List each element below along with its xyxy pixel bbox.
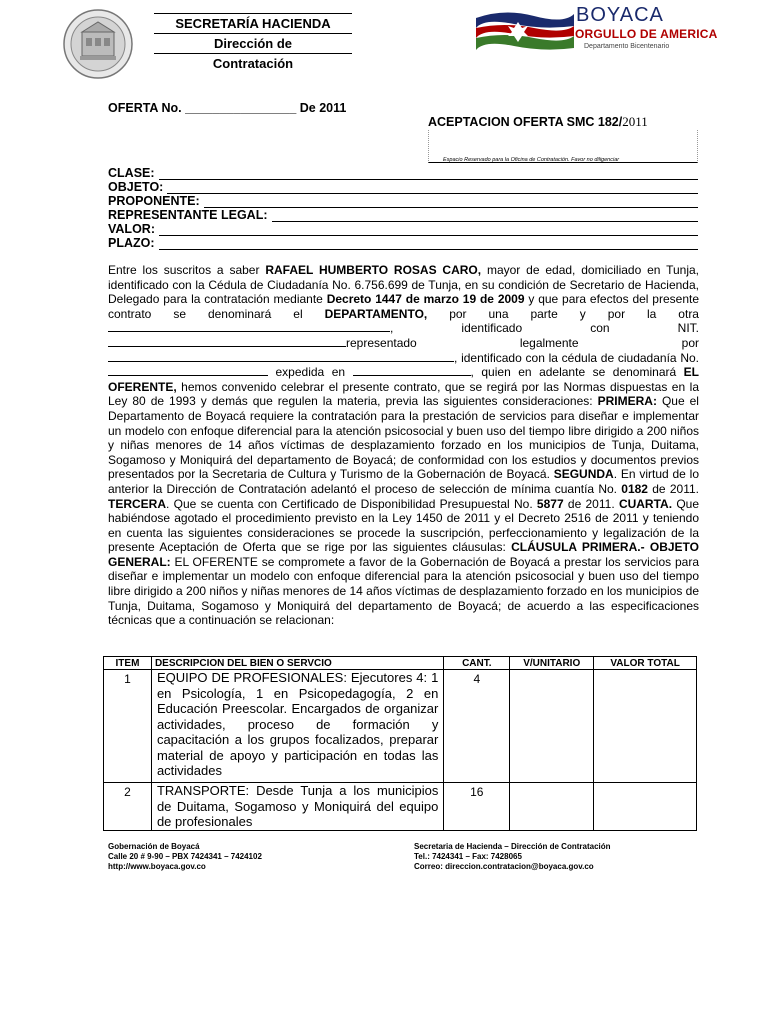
field-proponente: PROPONENTE:: [108, 194, 698, 208]
field-plazo: PLAZO:: [108, 236, 698, 250]
field-representante-line[interactable]: [272, 211, 699, 222]
col-item: ITEM: [104, 657, 152, 670]
field-valor-line[interactable]: [159, 225, 698, 236]
footer-phone: Tel.: 7424341 – Fax: 7428065: [414, 852, 522, 861]
field-clase-line[interactable]: [159, 169, 698, 180]
row-unit: [510, 670, 594, 783]
reserved-note: Espacio Reservado para la Oficina de Contratación. Favor no diligenciar: [443, 157, 620, 163]
contract-fields: [108, 166, 698, 250]
contract-body: Entre los suscritos a saber RAFAEL HUMBERTO ROSAS CARO, mayor de edad, domiciliado en Tunja, identificado con la Cédula de Ciudadanía No. 6.756.699 de Tunja, en su condición de Secretario de Hacienda, Delegado para la contratación mediante Decreto 1447 de marzo 19 de 2009 y que para efectos del presente contrato se denominará el DEPARTAMENTO, por una parte y por la otra , identificado con NIT. representado legalmente por , identificado con la cédula de ciudadanía No. expedida en , quien en adelante se denominará EL OFERENTE, hemos convenido celebrar el presente contrato, que se regirá por las Normas dispuestas en la Ley 80 de 1993 y demás que regulen la materia, previa las siguientes consideraciones: PRIMERA: Que el Departamento de Boyacá requiere la contratación para la prestación de servicios para diseñar e implementar un modelo con enfoque diferencial para la atención psicosocial y buen uso del tiempo libre dirigido a 200 niños y niñas menores de 14 años víctimas de desplazamiento forzado en los municipios de Tunja, Duitama, Sogamoso y Moniquirá del departamento de Boyacá; de conformidad con los estudios y documentos previos presentados por la Secretaria de Cultura y Turismo de la Gobernación de Boyacá. SEGUNDA. En virtud de lo anterior la Dirección de Contratación adelantó el proceso de selección de mínima cuantía No. 0182 de 2011. TERCERA. Que se cuenta con Certificado de Disponibilidad Presupuestal No. 5877 de 2011. CUARTA. Que habiéndose agotado el procedimiento previsto en la Ley 1450 de 2011 y el Decreto 2516 de 2011 y teniendo en cuenta las siguientes consideraciones se procede la suscripción, perfeccionamiento y legalización de la presente Aceptación de Oferta que se rige por las siguientes cláusulas: CLÁUSULA PRIMERA.- OBJETO GENERAL: EL OFERENTE se compromete a favor de la Gobernación de Boyacá a prestar los servicios para diseñar e implementar un modelo con enfoque diferencial para la atención psicosocial y buen uso del tiempo libre dirigido a 200 niños y niñas menores de 14 años víctimas de desplazamiento forzado en los municipios de Tunja, Duitama, Sogamoso y Moniquirá del departamento de Boyacá; de acuerdo a las especificaciones técnicas que a continuación se relacionan:: [108, 263, 700, 628]
row-cant: 16: [444, 783, 510, 831]
field-proponente-line[interactable]: [204, 197, 698, 208]
table-header-row: [104, 657, 697, 670]
col-valor-total: VALOR TOTAL: [594, 657, 697, 670]
field-representante: REPRESENTANTE LEGAL:: [108, 208, 698, 222]
header-secretaria: SECRETARÍA HACIENDA: [175, 16, 331, 31]
row-cant: 4: [444, 670, 510, 783]
row-item: 2: [104, 783, 152, 831]
aceptacion-year: 2011: [622, 114, 648, 129]
oferta-number-line: OFERTA No. ________________ De 2011: [108, 101, 347, 115]
header-contratacion: Contratación: [212, 56, 294, 71]
field-plazo-line[interactable]: [159, 239, 698, 250]
header-block: [154, 12, 352, 72]
table-row: [104, 783, 697, 831]
field-valor: VALOR:: [108, 222, 698, 236]
footer-address: Calle 20 # 9-90 – PBX 7424341 – 7424102: [108, 852, 262, 861]
logo-boyaca: BOYACA: [576, 4, 664, 26]
row-unit: [510, 783, 594, 831]
footer-org: Gobernación de Boyacá: [108, 842, 200, 851]
row-total: [594, 783, 697, 831]
footer-left: [108, 842, 262, 872]
row-desc: EQUIPO DE PROFESIONALES: Ejecutores 4: 1 en Psicología, 1 en Psicopedagogía, 2 en Educación Preescolar. Encargados de organizar actividades, proceso de formación y capacitación a los grupos focalizados, preparar material de apoyo y participación en todas las actividades: [151, 670, 443, 783]
footer-dept: Secretaria de Hacienda – Dirección de Contratación: [414, 842, 611, 851]
col-descripcion: DESCRIPCION DEL BIEN O SERVCIO: [151, 657, 443, 670]
table-row: [104, 670, 697, 783]
field-clase: CLASE:: [108, 166, 698, 180]
aceptacion-label: ACEPTACION OFERTA SMC 182/: [428, 115, 623, 129]
footer-right: [414, 842, 611, 872]
field-objeto-line[interactable]: [167, 183, 698, 194]
aceptacion-oferta-title: [428, 114, 648, 130]
header-direccion: Dirección de: [213, 36, 293, 51]
field-objeto: OBJETO:: [108, 180, 698, 194]
items-table: [103, 656, 697, 831]
row-desc: TRANSPORTE: Desde Tunja a los municipios de Duitama, Sogamoso y Moniquirá del equipo de profesionales: [151, 783, 443, 831]
row-item: 1: [104, 670, 152, 783]
logo-slogan: ORGULLO DE AMERICA: [575, 27, 718, 41]
footer-website-link[interactable]: http://www.boyaca.gov.co: [108, 862, 206, 871]
col-vunitario: V/UNITARIO: [510, 657, 594, 670]
row-total: [594, 670, 697, 783]
department-seal-icon: [62, 8, 134, 80]
footer-email-link[interactable]: Correo: direccion.contratacion@boyaca.gov.co: [414, 862, 594, 871]
col-cant: CANT.: [444, 657, 510, 670]
logo-dept: Departamento Bicentenario: [584, 43, 670, 50]
